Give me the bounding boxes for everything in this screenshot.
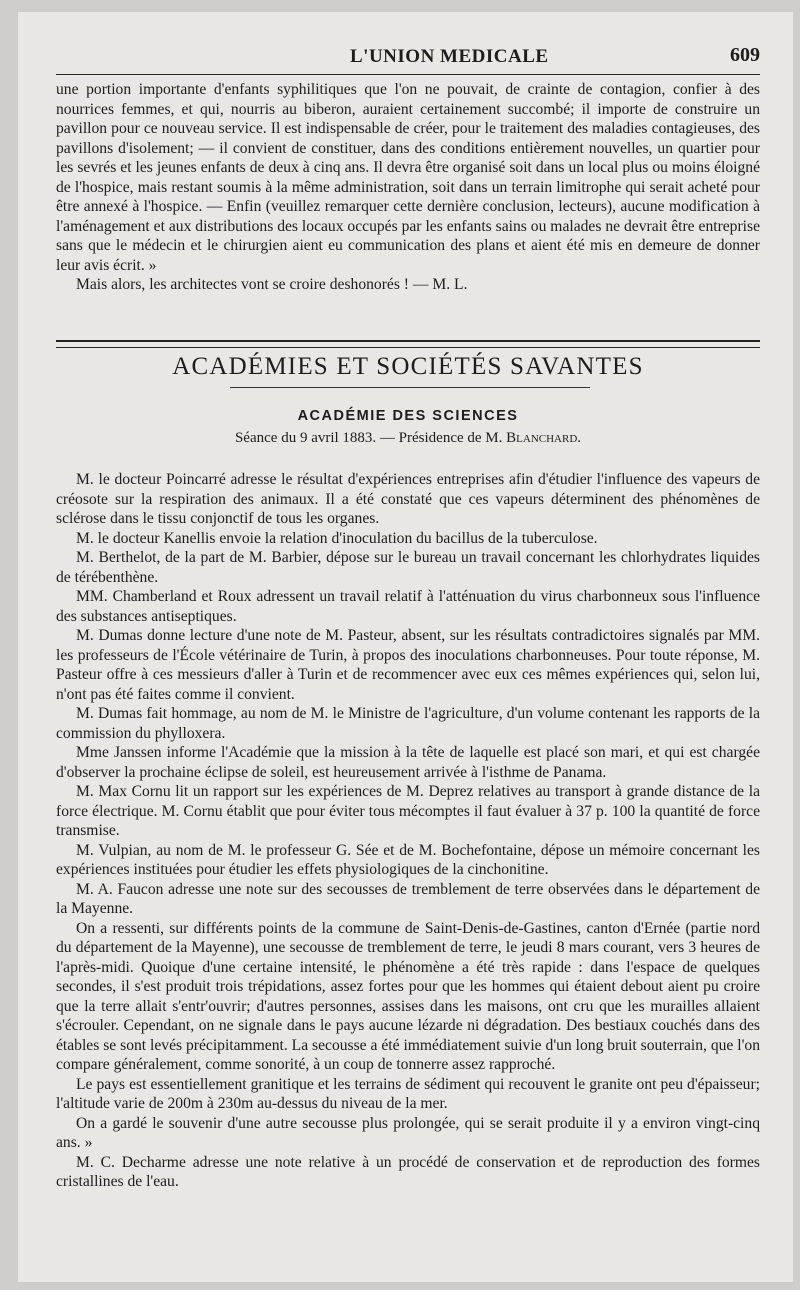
paragraph: MM. Chamberland et Roux adressent un travail relatif à l'atténuation du virus charbonneux sous l'influence des substances antiseptiques. [56,588,760,625]
paragraph: Mme Janssen informe l'Académie que la mission à la tête de laquelle est placé son mari, et qui est chargée d'observer la prochaine éclipse de soleil, est heureusement arrivée à l'isthme de Panama. [56,744,760,781]
section-divider [56,340,760,348]
intro-closing: Mais alors, les architectes vont se croire deshonorés ! — M. L. [76,276,468,293]
paragraph: On a ressenti, sur différents points de la commune de Saint-Denis-de-Gastines, canton d'Ernée (partie nord du département de la Mayenne), une secousse de tremblement de terre, le jeudi 8 mars courant, vers 3 heures de l'après-midi. Quoique d'une certaine intensité, le phénomène a été très rapide : dans l'espace de quelques secondes, il s'est produit trois trépidations, assez fortes pour que les hommes qui étaient debout aient pu croire que la terre allait s'entr'ouvrir; d'autres personnes, assises dans les maisons, ont cru que les murailles allaient s'écrouler. Cependant, on ne signale dans le pays aucune lézarde ni dégradation. Des bestiaux couchés dans des étables se sont levés précipitamment. La secousse a été immédiatement suivie d'un long bruit souterrain, que l'on compare généralement, comme sonorité, à un coup de tonnerre assez rapproché. [56,919,760,1073]
paragraph: M. le docteur Kanellis envoie la relation d'inoculation du bacillus de la tuberculose. [76,529,598,547]
header-rule [56,74,760,75]
section-title: ACADÉMIES ET SOCIÉTÉS SAVANTES [172,353,644,380]
page-number: 609 [730,44,760,66]
paragraph: Le pays est essentiellement granitique et les terrains de sédiment qui recouvent le granite ont peu d'épaisseur; l'altitude varie de 200m à 230m au-dessus du niveau de la mer. [56,1075,760,1112]
paragraph: M. Berthelot, de la part de M. Barbier, dépose sur le bureau un travail concernant les chlorhydrates liquides de térébenthène. [56,549,760,586]
subsection-title: ACADÉMIE DES SCIENCES [297,408,519,424]
paragraph: On a gardé le souvenir d'une autre secousse plus prolongée, qui se serait produite il y a environ vingt-cinq ans. » [56,1114,760,1151]
session-prefix: Séance du 9 avril 1883. — Présidence de M. [234,430,507,446]
paragraph: M. C. Decharme adresse une note relative à un procédé de conservation et de reproduction des formes cristallines de l'eau. [56,1153,760,1190]
paragraph: M. A. Faucon adresse une note sur des secousses de tremblement de terre observées dans le département de la Mayenne. [56,880,760,917]
running-title: L'UNION MEDICALE [350,46,549,67]
section-title-rule [230,387,590,388]
page-header [60,44,760,74]
paragraph: M. Max Cornu lit un rapport sur les expériences de M. Deprez relatives au transport à grande distance de la force électrique. M. Cornu établit que pour éviter tous mécomptes il faut évaluer à 37 p. 100 la quantité de force transmise. [56,783,760,839]
paragraph: M. Vulpian, au nom de M. le professeur G. Sée et de M. Bochefontaine, dépose un mémoire concernant les expériences instituées pour étudier les effets physiologiques de la cinchonitine. [56,841,760,878]
paragraph: M. Dumas fait hommage, au nom de M. le Ministre de l'agriculture, d'un volume contenant les rapports de la commission du phylloxera. [56,705,760,742]
paragraph: M. Dumas donne lecture d'une note de M. Pasteur, absent, sur les résultats contradictoires signalés par MM. les professeurs de l'École vétérinaire de Turin, à propos des inoculations charbonneuses. Pour toute réponse, M. Pasteur offre à ces messieurs d'aller à Turin et de recommencer avec eux ces mêmes expériences qui, selon lui, n'ont pas été faites comme il convient. [56,627,760,703]
session-president: Blanchard [506,430,578,446]
minutes-body [56,470,760,1192]
session-line [56,430,760,447]
intro-quote: une portion importante d'enfants syphilitiques que l'on ne pouvait, de crainte de contagion, confier à des nourrices femmes, et qui, nourris au biberon, auraient certainement succombé; il importe de construire un pavillon pour ce nouveau service. Il est indispensable de créer, pour le traitement des maladies contagieuses, des pavillons d'isolement; — il convient de constituer, dans des conditions entièrement nouvelles, un quartier pour les sevrés et les jeunes enfants de deux à cinq ans. Il devra être organisé soit dans un local plus ou moins éloigné de l'hospice, mais restant soumis à la même administration, soit dans un terrain limitrophe qui serait acheté pour être annexé à l'hospice. — Enfin (veuillez remarquer cette dernière conclusion, lecteurs), aucune modification à l'aménagement et aux distributions des locaux occupés par les enfants sains ou malades ne devrait être entreprise sans que le médecin et le chirurgien aient eu communication des plans et aient été mis en demeure de donner leur avis écrit. » [56,81,760,274]
intro-quote-block [56,80,760,295]
session-suffix: . [577,430,582,446]
paragraph: M. le docteur Poincarré adresse le résultat d'expériences entreprises afin d'étudier l'influence des vapeurs de créosote sur la respiration des animaux. Il a été constaté que ces vapeurs déterminent des phénomènes de sclérose dans le tissu conjonctif de tous les organes. [56,471,760,527]
